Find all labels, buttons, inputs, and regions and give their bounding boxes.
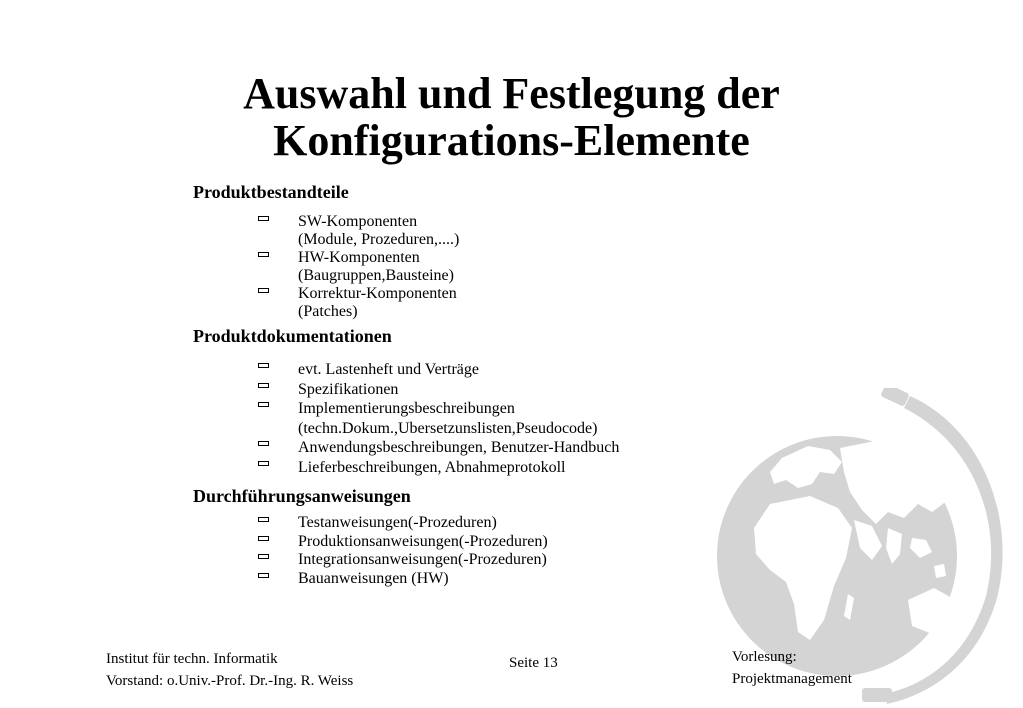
hollow-square-bullet-icon	[258, 252, 269, 257]
list-item: HW-Komponenten (Baugruppen,Bausteine)	[257, 249, 459, 285]
section-heading-produktdokumentationen: Produktdokumentationen	[193, 326, 392, 346]
hollow-square-bullet-icon	[258, 554, 269, 559]
hollow-square-bullet-icon	[258, 363, 269, 368]
list-item: Testanweisungen(-Prozeduren)	[257, 514, 548, 533]
list-item: Produktionsanweisungen(-Prozeduren)	[257, 533, 548, 552]
hollow-square-bullet-icon	[258, 517, 269, 522]
hollow-square-bullet-icon	[258, 288, 269, 293]
list-durchfuehrungsanweisungen	[257, 514, 548, 588]
section-heading-durchfuehrungsanweisungen: Durchführungsanweisungen	[193, 486, 411, 506]
list-item: Implementierungsbeschreibungen (techn.Dokum.,Ubersetzunslisten,Pseudocode)	[257, 399, 619, 438]
list-produktdokumentationen	[257, 360, 619, 477]
footer-institute	[106, 648, 353, 692]
hollow-square-bullet-icon	[258, 573, 269, 578]
list-item: SW-Komponenten (Module, Prozeduren,....)	[257, 213, 459, 249]
footer-page-number: Seite 13	[509, 655, 558, 671]
hollow-square-bullet-icon	[258, 383, 269, 388]
list-produktbestandteile	[257, 213, 459, 321]
footer-course-line-2: Projektmanagement	[732, 671, 852, 687]
list-item: Spezifikationen	[257, 380, 619, 400]
title-line-2: Konfigurations-Elemente	[273, 116, 750, 165]
footer-institute-line-2: Vorstand: o.Univ.-Prof. Dr.-Ing. R. Weiss	[106, 673, 354, 689]
section-heading-produktbestandteile: Produktbestandteile	[193, 182, 349, 202]
hollow-square-bullet-icon	[258, 441, 269, 446]
list-item: Anwendungsbeschreibungen, Benutzer-Handbuch	[257, 438, 619, 458]
page-title	[0, 70, 1023, 164]
list-item: evt. Lastenheft und Verträge	[257, 360, 619, 380]
hollow-square-bullet-icon	[258, 461, 269, 466]
footer-course-line-1: Vorlesung:	[732, 649, 797, 665]
footer-course	[732, 646, 852, 690]
hollow-square-bullet-icon	[258, 402, 269, 407]
list-item: Korrektur-Komponenten (Patches)	[257, 285, 459, 321]
list-item: Bauanweisungen (HW)	[257, 570, 548, 589]
list-item: Integrationsanweisungen(-Prozeduren)	[257, 551, 548, 570]
list-item: Lieferbeschreibungen, Abnahmeprotokoll	[257, 458, 619, 478]
footer-institute-line-1: Institut für techn. Informatik	[106, 651, 278, 667]
hollow-square-bullet-icon	[258, 536, 269, 541]
hollow-square-bullet-icon	[258, 216, 269, 221]
title-line-1: Auswahl und Festlegung der	[243, 69, 780, 118]
